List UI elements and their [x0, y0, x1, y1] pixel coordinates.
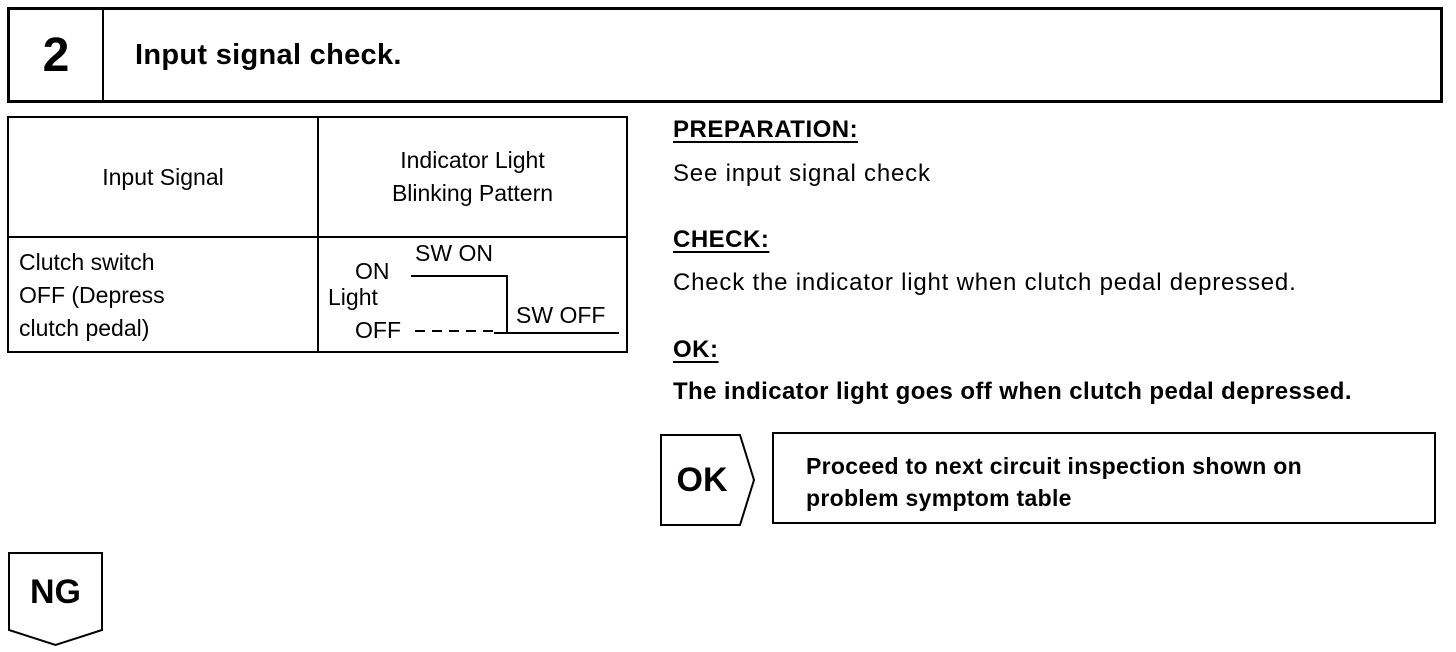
- signal-line: OFF (Depress: [19, 282, 165, 308]
- check-heading: CHECK:: [673, 226, 770, 253]
- blinking-pattern-cell: [319, 238, 626, 351]
- ok-criteria-text: The indicator light goes off when clutch pedal depressed.: [673, 378, 1352, 405]
- waveform-on-segment: [411, 276, 507, 333]
- preparation-text: See input signal check: [673, 160, 931, 187]
- ok-label: OK: [676, 460, 728, 499]
- ok-heading: OK:: [673, 336, 719, 363]
- signal-line: Clutch switch: [19, 249, 155, 275]
- signal-line: clutch pedal): [19, 315, 150, 341]
- table-cell-signal: [19, 246, 309, 345]
- label-off: OFF: [355, 317, 401, 343]
- label-sw-on: SW ON: [415, 240, 493, 266]
- column-header-input-signal: Input Signal: [102, 163, 224, 190]
- ok-result-box: [772, 432, 1436, 524]
- result-line: Proceed to next circuit inspection shown on: [806, 453, 1302, 479]
- preparation-heading: PREPARATION:: [673, 116, 859, 143]
- step-title: Input signal check.: [135, 38, 402, 71]
- result-line: problem symptom table: [806, 485, 1072, 511]
- label-light: Light: [328, 284, 378, 310]
- ng-label: NG: [30, 573, 81, 611]
- column-header-line: Blinking Pattern: [391, 180, 554, 206]
- input-signal-table: [7, 116, 628, 353]
- column-header-blinking-pattern: [319, 118, 626, 236]
- label-sw-off: SW OFF: [516, 302, 606, 328]
- step-number: 2: [10, 10, 104, 100]
- label-on: ON: [355, 258, 390, 284]
- check-text: Check the indicator light when clutch pedal depressed.: [673, 269, 1297, 296]
- step-header: [7, 7, 1443, 103]
- column-header-line: Indicator Light: [400, 147, 545, 173]
- ok-result-text: [806, 450, 1302, 514]
